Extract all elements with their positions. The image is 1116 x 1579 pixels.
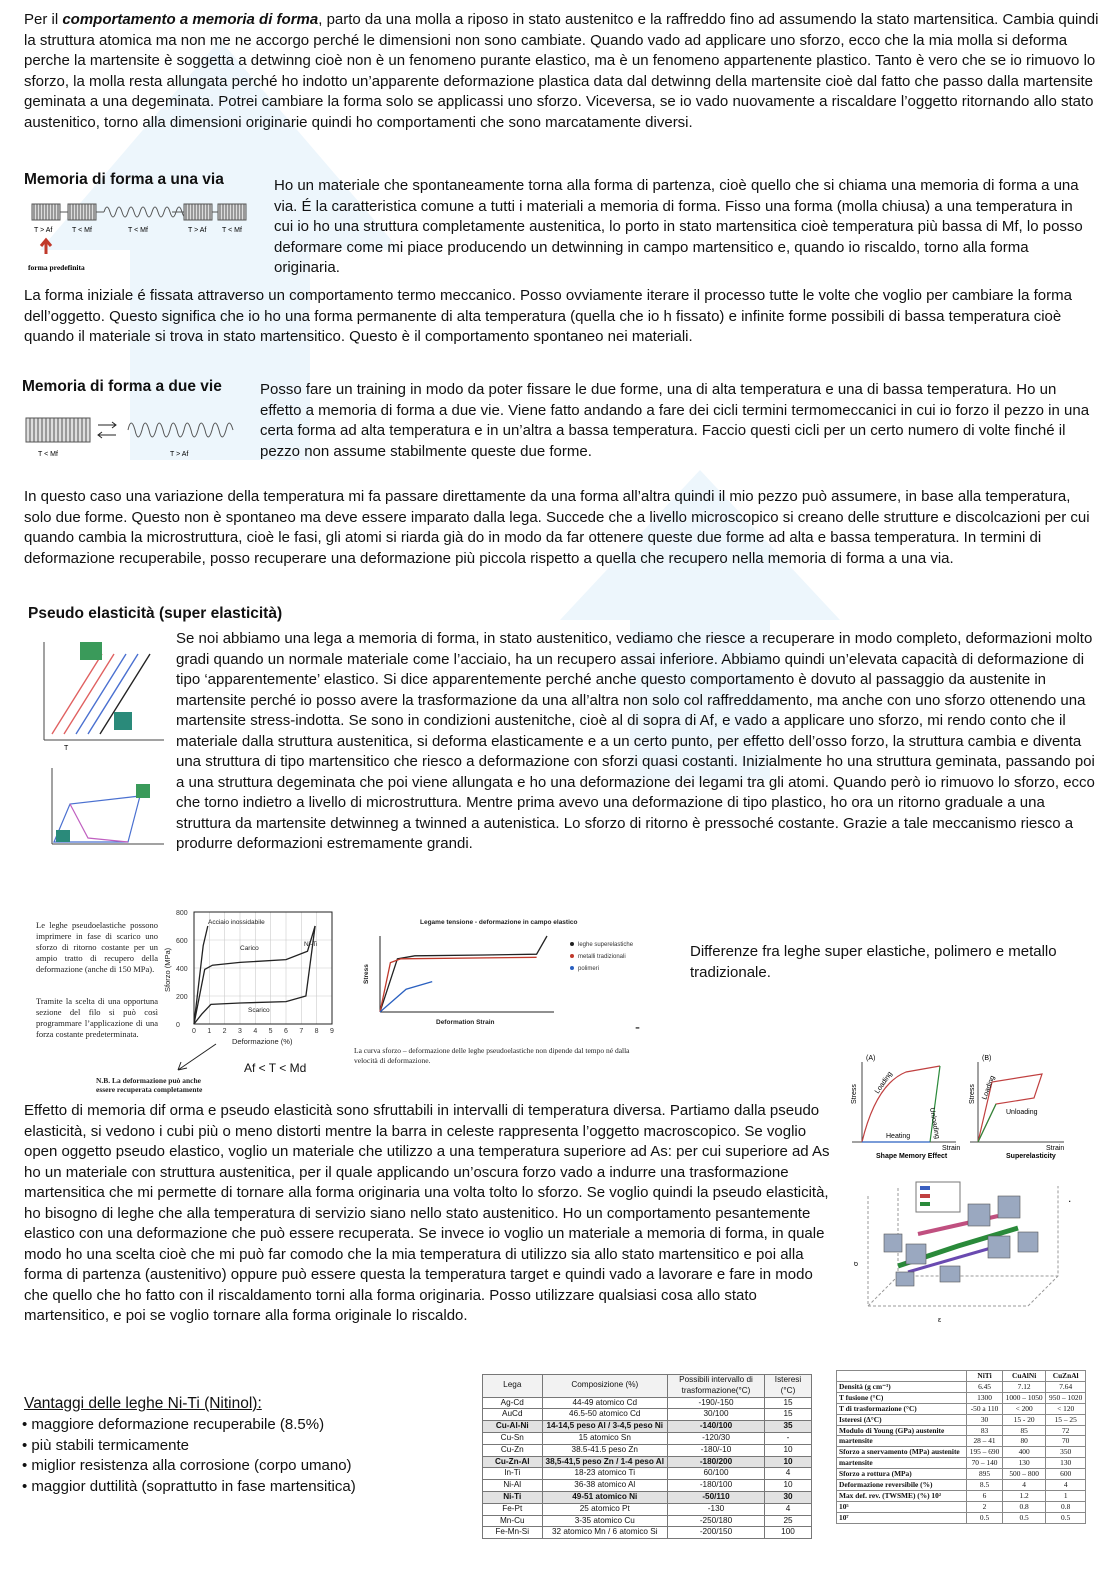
- table-cell: 36-38 atomico Al: [542, 1480, 667, 1492]
- table-row: [483, 1527, 812, 1539]
- table-cell: 500 – 800: [1002, 1469, 1045, 1480]
- table-cell: Modulo di Young (GPa) austenite: [837, 1425, 967, 1436]
- comparison-side-text: Differenze fra leghe super elastiche, polimero e metallo tradizionale.: [690, 943, 1057, 981]
- table-row: [837, 1436, 1086, 1447]
- y-axis-label: Sforzo (MPa): [163, 947, 172, 992]
- advantages-heading: Vantaggi delle leghe Ni-Ti (Nitinol):: [24, 1395, 262, 1412]
- chart-annotation: Scarico: [248, 1007, 270, 1014]
- alloy-col-range: Possibili intervallo di trasformazione(°C): [668, 1375, 765, 1398]
- one-way-label-2: T < Mf: [72, 227, 92, 234]
- x-tick-label: 8: [314, 1028, 319, 1035]
- table-cell: Cu-Sn: [483, 1432, 543, 1444]
- table-cell: 10⁷: [837, 1512, 967, 1523]
- advantage-item: • maggior duttilità (soprattutto in fase martensitica): [22, 1477, 462, 1498]
- table-cell: 10: [765, 1480, 812, 1492]
- comparison-caption: La curva sforzo – deformazione delle leghe pseudoelastiche non dipende dal tempo né dalla velocità di deformazione.: [354, 1046, 630, 1065]
- alloy-col-isteresi: Isteresi (°C): [765, 1375, 812, 1398]
- pseudo-text: Se noi abbiamo una lega a memoria di forma, in stato austenitico, vediamo che riesce a recuperare in modo completo, deformazioni molto gradi quando un normale materiale come l’acciaio, ha un recupero assai inferiore. Abbiamo quindi un’elevata capacità di deformazione di tipo ‘apparentemente’ elastico. Si dice apparentemente perché anche questo comportamento è dovuto al passaggio da austenite in martensite perché io posso avere la trasformazione da una all’altra non solo col raffreddamento, ma anche con uno sforzo ottenendo una martensite stress-indotta. Se sono in condizioni austenitche, cioè al di sopra di Af, e vado a applicare uno sforzo, mi rendo conto che il materiale dalla struttura austenitica, si deforma elasticamente e a un certo punto, per effetto dell’osso forzo, la struttura cambia e diventa una struttura di tipo martensitico che riesco a deformazione con sforzi quasi costanti. Inizialmente ho una struttura geminata, passando poi a una struttura degeminata che poi viene allungata e ho una deformazione dei legami tra gli atomi. Quando però io rimuovo lo sforzo, ecco che torno indietro a livello di microstruttura. Mentre prima avevo una deformazione di tipo plastico, ho ora un ritorno graduale a una struttura da martensite detwinneg a twinned a autenistica. Lo sforzo di ritorno è pressoché costante. Grazie a tale meccanismo riesco a produrre deformazioni estremamente grandi.: [176, 630, 1095, 852]
- one-way-label-4: T > Af: [188, 227, 207, 234]
- props-col-niti: NiTi: [967, 1371, 1003, 1382]
- table-cell: martensite: [837, 1458, 967, 1469]
- advantage-item: • maggiore deformazione recuperabile (8.5%): [22, 1415, 462, 1436]
- table-cell: 3-35 atomico Cu: [542, 1515, 667, 1527]
- table-cell: 15: [765, 1397, 812, 1409]
- alloy-table-header: [483, 1375, 812, 1398]
- one-way-label-1: T > Af: [34, 227, 53, 234]
- table-row: [837, 1480, 1086, 1491]
- legend-marker: [570, 942, 574, 946]
- sme-panel-b: [969, 1055, 1064, 1160]
- table-cell: In-Ti: [483, 1468, 543, 1480]
- props-col-cuznal: CuZnAl: [1046, 1371, 1086, 1382]
- table-row: [837, 1381, 1086, 1392]
- table-row: [483, 1491, 812, 1503]
- table-cell: 6: [967, 1490, 1003, 1501]
- table-cell: 72: [1046, 1425, 1086, 1436]
- sme-a-unloading: Unloading: [928, 1107, 941, 1140]
- two-way-text: Posso fare un training in modo da poter fissare le due forme, una di alta temperatura e una di bassa temperatura. Ho un effetto a memoria di forma a due vie. Viene fatto andando a fare dei cicli termini termomeccanici in cui io forzo il pezzo in una certa forma ad alta temperatura e in un’altra a bassa temperatura. Faccio questi cicli per un certo numero di volte finché il pezzo non assume stabilmente queste due forme.: [260, 381, 1090, 460]
- table-row: [837, 1501, 1086, 1512]
- table-cell: -50 a 110: [967, 1403, 1003, 1414]
- y-tick-label: 200: [176, 994, 188, 1001]
- table-row: [483, 1503, 812, 1515]
- series-line: [380, 936, 547, 1012]
- arrow-up-icon: [41, 240, 51, 254]
- table-cell: -: [765, 1432, 812, 1444]
- table-cell: 130: [1046, 1458, 1086, 1469]
- table-cell: 4: [765, 1503, 812, 1515]
- sme-b-unloading: Unloading: [1006, 1109, 1038, 1116]
- table-row: [837, 1490, 1086, 1501]
- table-cell: 70: [1046, 1436, 1086, 1447]
- table-cell: Fe-Mn-Si: [483, 1527, 543, 1539]
- chart-annotation: Ni-Ti: [304, 941, 318, 948]
- table-cell: 195 – 690: [967, 1447, 1003, 1458]
- table-cell: AuCd: [483, 1409, 543, 1421]
- x-axis-label: Deformazione (%): [232, 1037, 293, 1046]
- table-cell: 400: [1002, 1447, 1045, 1458]
- comparison-dash: -: [635, 1019, 640, 1036]
- table-row: [483, 1456, 812, 1468]
- table-cell: Max def. rev. (TWSME) (%) 10²: [837, 1490, 967, 1501]
- table-cell: Isteresi (Δ°C): [837, 1414, 967, 1425]
- table-cell: -190/-150: [668, 1397, 765, 1409]
- x-axis-label: Deformation Strain: [436, 1019, 495, 1026]
- props-table: [836, 1370, 1086, 1524]
- table-row: [837, 1425, 1086, 1436]
- table-cell: 4: [1002, 1480, 1045, 1491]
- table-cell: 1.2: [1002, 1490, 1045, 1501]
- x-tick-label: 0: [192, 1028, 196, 1035]
- table-cell: Sforzo a snervamento (MPa) austenite: [837, 1447, 967, 1458]
- stress-side-note-1: Le leghe pseudoelastiche possono imprimere in fase di scarico uno sforzo di ritorno costante per un ampio tratto di recupero della deformazione (anche di 150 MPa).: [36, 920, 158, 974]
- x-tick-label: 2: [222, 1028, 227, 1035]
- chart-annotation: Acciaio inossidabile: [208, 919, 265, 926]
- table-cell: 60/100: [668, 1468, 765, 1480]
- table-cell: Sforzo a rottura (MPa): [837, 1469, 967, 1480]
- x-tick-label: 5: [268, 1028, 273, 1035]
- table-cell: Cu-Zn: [483, 1444, 543, 1456]
- table-row: [837, 1414, 1086, 1425]
- table-cell: T fusione (°C): [837, 1392, 967, 1403]
- one-way-label-3: T < Mf: [128, 227, 148, 234]
- table-cell: 4: [1046, 1480, 1086, 1491]
- table-cell: Ni-Al: [483, 1480, 543, 1492]
- stress-side-note-2: Tramite la scelta di una opportuna sezione del filo si può così programmare l’applicazione di una forza costante predeterminata.: [36, 996, 158, 1039]
- table-cell: -50/110: [668, 1491, 765, 1503]
- table-cell: 4: [765, 1468, 812, 1480]
- table-cell: 8.5: [967, 1480, 1003, 1491]
- table-cell: -130: [668, 1503, 765, 1515]
- table-cell: 6.45: [967, 1381, 1003, 1392]
- table-cell: Deformazione reversibile (%): [837, 1480, 967, 1491]
- table-cell: 1: [1046, 1490, 1086, 1501]
- sme-b-strain: Strain: [1046, 1145, 1065, 1152]
- table-cell: 0.8: [1046, 1501, 1086, 1512]
- table-cell: 30: [967, 1414, 1003, 1425]
- pseudo-diagram-top: [34, 636, 168, 754]
- sme-b-stress: Stress: [969, 1084, 976, 1104]
- two-way-arrows-icon: [98, 422, 116, 438]
- chart-annotation: Carico: [240, 945, 259, 952]
- one-way-paragraph: La forma iniziale é fissata attraverso un comportamento termo meccanico. Posso ovviamente iterare il processo tutte le volte che voglio per cambiare la forma dell’oggetto. Questo significa che io ho una forma permanente di alta temperatura (quella che io h fissato) e infinite forme possibili di bassa temperatura cioè quando il materiale si trova in stato martensitico. Questo è il comportamento spontaneo nei materiali.: [24, 287, 1072, 345]
- sme-b-loading: Loading: [981, 1074, 997, 1101]
- svg-text:T: T: [64, 745, 69, 752]
- sme-a-strain: Strain: [942, 1145, 961, 1152]
- table-cell: Ag-Cd: [483, 1397, 543, 1409]
- table-cell: Densità (g cm⁻³): [837, 1381, 967, 1392]
- one-way-text: Ho un materiale che spontaneamente torna alla forma di partenza, cioè quello che si chiama una memoria di forma a una via. É la caratteristica comune a tutti i materiali a memoria di forma. Fisso una forma (molla chiusa) a una temperatura in cui io ho una struttura completamente austenitica, lo porto in stato martensitica cioè temperatura più bassa di Mf, lo posso deformare come mi piace producendo un detwinning in campo martensitico e, quando io riscaldo, torno alla forma originaria.: [274, 177, 1083, 276]
- table-cell: 85: [1002, 1425, 1045, 1436]
- advantage-item: • miglior resistenza alla corrosione (corpo umano): [22, 1456, 462, 1477]
- chart-title: Legame tensione - deformazione in campo elastico: [420, 919, 578, 926]
- two-way-label-1: T < Mf: [38, 451, 58, 458]
- table-row: [483, 1397, 812, 1409]
- intro-body: , parto da una molla a riposo in stato austenitco e la raffreddo fino ad assumendo la stato martensitica. Cambia quindi la struttura atomica ma non me ne accorgo perché le dimensioni non sono cambiate. Quando vado ad applicare uno sforzo, ecco che la mia molla si deforma perche la martensite è soggetta a detwinng cioè non è un fenomeno purante elastico, ma è un fenomeno appartenente plastico. Tanto è vero che se io rimuovo lo sforzo, la molla resta allungata perché ho indotto un’apparente deformazione plastica data dal detwinng della martensite cioè dal fatto che passo dalla martensite geminata a una degeminata. Potrei cambiare la forma solo se applicassi uno sforzo. Viceversa, se io vado nuovamente a riscaldare l’oggetto ritornando allo stato austenitico, torno alla dimensioni originarie quindi ho comportamenti che sono marcatamente diversi.: [24, 11, 1099, 131]
- intro-lead: Per il: [24, 11, 63, 28]
- table-cell: 38.5-41.5 peso Zn: [542, 1444, 667, 1456]
- martensite-lattice-icon: [80, 642, 102, 660]
- alloy-table-body: [483, 1397, 812, 1539]
- one-way-spring-figure: [24, 196, 254, 276]
- pseudo-heading: Pseudo elasticità (super elasticità): [28, 605, 283, 622]
- table-cell: -180/-10: [668, 1444, 765, 1456]
- pseudo-diagram-bottom: [44, 764, 168, 854]
- table-cell: 1000 – 1050: [1002, 1392, 1045, 1403]
- table-cell: 600: [1046, 1469, 1086, 1480]
- table-cell: -200/150: [668, 1527, 765, 1539]
- table-cell: 7.12: [1002, 1381, 1045, 1392]
- table-cell: T di trasformazione (°C): [837, 1403, 967, 1414]
- table-cell: 10: [765, 1456, 812, 1468]
- table-cell: 80: [1002, 1436, 1045, 1447]
- advantages-list: [22, 1415, 462, 1497]
- table-cell: Ni-Ti: [483, 1491, 543, 1503]
- table-row: [483, 1409, 812, 1421]
- x-tick-label: 9: [330, 1028, 334, 1035]
- stress-condition: Af < T < Md: [244, 1061, 307, 1075]
- y-tick-label: 600: [176, 938, 188, 945]
- comparison-chart: [352, 912, 636, 1038]
- table-row: [483, 1444, 812, 1456]
- sme-panel-a: [851, 1055, 960, 1160]
- intro-term: comportamento a memoria di forma: [62, 11, 319, 28]
- table-row: [837, 1447, 1086, 1458]
- table-cell: Cu-Al-Ni: [483, 1421, 543, 1433]
- two-way-spring-figure: [24, 412, 254, 462]
- sme-a-loading: Loading: [873, 1070, 894, 1096]
- table-row: [483, 1421, 812, 1433]
- nb-arrow-icon: [170, 1040, 222, 1076]
- table-cell: 10⁵: [837, 1501, 967, 1512]
- stress-nb: N.B. La deformazione può anche essere recuperata completamente: [96, 1076, 203, 1094]
- sme-label-b: (B): [982, 1055, 992, 1062]
- table-cell: 30/100: [668, 1409, 765, 1421]
- sme-label-a: (A): [866, 1055, 876, 1062]
- x-tick-label: 1: [207, 1028, 212, 1035]
- y-tick-label: 0: [176, 1022, 180, 1029]
- table-cell: < 200: [1002, 1403, 1045, 1414]
- table-cell: 14-14,5 peso Al / 3-4,5 peso Ni: [542, 1421, 667, 1433]
- table-row: [483, 1432, 812, 1444]
- table-cell: -140/100: [668, 1421, 765, 1433]
- table-cell: 15 atomico Sn: [542, 1432, 667, 1444]
- table-row: [837, 1392, 1086, 1403]
- table-cell: 49-51 atomico Ni: [542, 1491, 667, 1503]
- table-cell: martensite: [837, 1436, 967, 1447]
- sme-superelasticity-figure: [846, 1054, 1068, 1160]
- table-row: [483, 1468, 812, 1480]
- two-way-heading: Memoria di forma a due vie: [22, 378, 222, 395]
- table-cell: 25: [765, 1515, 812, 1527]
- table-cell: 895: [967, 1469, 1003, 1480]
- table-cell: Cu-Zn-Al: [483, 1456, 543, 1468]
- table-cell: Mn-Cu: [483, 1515, 543, 1527]
- table-row: [837, 1458, 1086, 1469]
- table-cell: 0.8: [1002, 1501, 1045, 1512]
- table-cell: 46.5-50 atomico Cd: [542, 1409, 667, 1421]
- table-cell: -180/100: [668, 1480, 765, 1492]
- table-row: [837, 1469, 1086, 1480]
- table-cell: 0.5: [967, 1512, 1003, 1523]
- table-row: [483, 1480, 812, 1492]
- x-tick-label: 4: [253, 1028, 258, 1035]
- sme-a-caption: Shape Memory Effect: [876, 1153, 948, 1160]
- table-cell: 18-23 atomico Ti: [542, 1468, 667, 1480]
- table-cell: 83: [967, 1425, 1003, 1436]
- alloy-col-comp: Composizione (%): [542, 1375, 667, 1398]
- table-cell: 350: [1046, 1447, 1086, 1458]
- y-axis-label: Stress: [363, 964, 370, 984]
- table-cell: 35: [765, 1421, 812, 1433]
- one-way-caption: forma predefinita: [28, 263, 85, 272]
- table-cell: 38,5-41,5 peso Zn / 1-4 peso Al: [542, 1456, 667, 1468]
- table-cell: 7.64: [1046, 1381, 1086, 1392]
- props-col-cualni: CuAlNi: [1002, 1371, 1045, 1382]
- spring-coils: [32, 204, 246, 220]
- one-way-label-5: T < Mf: [222, 227, 242, 234]
- props-table-body: [837, 1381, 1086, 1523]
- alloy-col-lega: Lega: [483, 1375, 543, 1398]
- table-cell: 15 - 20: [1002, 1414, 1045, 1425]
- one-way-heading: Memoria di forma a una via: [24, 171, 224, 188]
- table-cell: 44-49 atomico Cd: [542, 1397, 667, 1409]
- table-row: [837, 1512, 1086, 1523]
- table-cell: < 120: [1046, 1403, 1086, 1414]
- table-cell: 0.5: [1002, 1512, 1045, 1523]
- legend-marker: [570, 954, 574, 958]
- props-col-blank: [837, 1371, 967, 1382]
- stress-strain-chart: [160, 904, 340, 1048]
- series-line: [380, 957, 537, 1012]
- table-cell: 25 atomico Pt: [542, 1503, 667, 1515]
- table-cell: 950 – 1020: [1046, 1392, 1086, 1403]
- x-tick-label: 6: [284, 1028, 288, 1035]
- table-cell: Fe-Pt: [483, 1503, 543, 1515]
- table-cell: 15: [765, 1409, 812, 1421]
- sme-b-caption: Superelasticity: [1006, 1153, 1056, 1160]
- table-cell: 2: [967, 1501, 1003, 1512]
- effect-text: Effetto di memoria dif orma e pseudo elasticità sono sfruttabili in intervalli di temperatura diversa. Partiamo dalla pseudo elasticità, si vedono i cubi più o meno distorti mentre la barra in celeste rappresenta l’oggetto macroscopico. Se voglio open oggetto pseudo elastico, voglio un materiale che utilizzo a una temperatura superiore ad As: per cui superiore ad As ho un materiale con struttura austenitica, per il quale applicando un’oscura forzo vado a indurre una trasformazione martensitica che mi permette di tornare alla forma originaria una volta tolto lo sforzo. Se voglio quindi la pseudo elasticità, ho bisogno di leghe che alla temperatura di servizio siano nello stato austenitico. Ho un comportamento pesantemente elastico con una deformazione che può essere recuperata. Se invece io voglio un materiale a memoria di forma, in quale modo ho una scelta cioè che mi può far comodo che la mia temperatura di utilizzo sia allo stato martensitico e poi alla forma di partenza (austenitivo) oppure può essere questa la temperatura target e quindi vado a lavorare e fare in modo che quello che ho fatto con il riscaldamento torni alla forma originaria. Posso utilizzare qualsiasi cosa allo stato martensitico, e poi se voglio tornare alla forma originale lo riscaldo.: [24, 1102, 830, 1324]
- legend-label: leghe superelastiche: [578, 942, 634, 948]
- table-cell: 100: [765, 1527, 812, 1539]
- alloy-table: [482, 1374, 812, 1539]
- table-cell: 1300: [967, 1392, 1003, 1403]
- dot-mark: .: [1068, 1191, 1072, 1205]
- advantage-item: • più stabili termicamente: [22, 1436, 462, 1457]
- two-way-paragraph: In questo caso una variazione della temperatura mi fa passare direttamente da una forma all’altra quindi il mio pezzo può assumere, in base alla temperatura, solo due forme. Questo non è spontaneo ma deve essere imparato dalla lega. Succede che a livello microscopico si creano delle strutture e discolcazioni per cui quando cambia la microstruttura, cioè le fasi, gli atomi si riarda già do in modo da far ottenere queste due forme ad alta e bassa temperatura. In termini di deformazione recuperabile, posso recuperare una deformazione più piccola rispetto a quella che recupero nella memoria di forma a una via.: [24, 488, 1090, 567]
- y-tick-label: 400: [176, 966, 188, 973]
- austenite-lattice-icon: [114, 712, 132, 730]
- x-tick-label: 7: [299, 1028, 304, 1035]
- legend-label: metalli tradizionali: [578, 954, 626, 960]
- table-cell: 15 – 25: [1046, 1414, 1086, 1425]
- sme-a-stress: Stress: [851, 1084, 858, 1104]
- table-cell: -180/200: [668, 1456, 765, 1468]
- table-cell: -250/180: [668, 1515, 765, 1527]
- y-tick-label: 800: [176, 910, 188, 917]
- table-cell: 10: [765, 1444, 812, 1456]
- two-way-label-2: T > Af: [170, 451, 189, 458]
- table-cell: 0.5: [1046, 1512, 1086, 1523]
- legend-marker: [570, 966, 574, 970]
- table-cell: 130: [1002, 1458, 1045, 1469]
- table-cell: 28 – 41: [967, 1436, 1003, 1447]
- table-cell: 70 – 140: [967, 1458, 1003, 1469]
- svg-text:σ: σ: [853, 1261, 860, 1266]
- phase-3d-diagram: [848, 1176, 1070, 1326]
- intro-paragraph: [24, 10, 1100, 133]
- svg-text:ε: ε: [938, 1317, 942, 1324]
- table-row: [483, 1515, 812, 1527]
- props-table-header: [837, 1371, 1086, 1382]
- table-cell: -120/30: [668, 1432, 765, 1444]
- table-cell: 32 atomico Mn / 6 atomico Si: [542, 1527, 667, 1539]
- table-row: [837, 1403, 1086, 1414]
- x-tick-label: 3: [238, 1028, 242, 1035]
- legend-label: polimeri: [578, 966, 600, 972]
- sme-a-heating: Heating: [886, 1133, 911, 1140]
- table-cell: 30: [765, 1491, 812, 1503]
